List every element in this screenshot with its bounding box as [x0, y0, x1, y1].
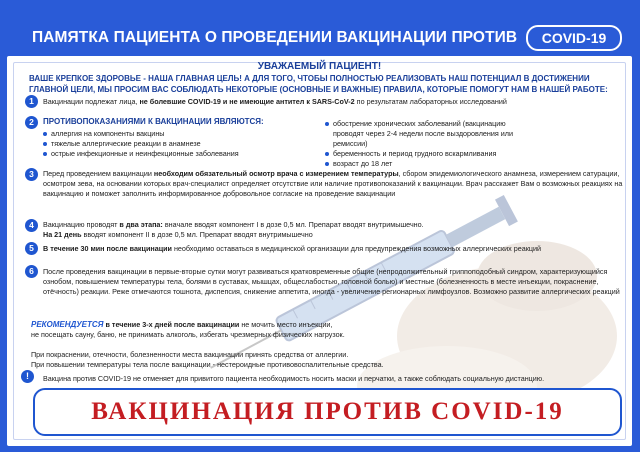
info-sheet	[7, 56, 632, 446]
list-item: обострение хронических заболеваний (вакцинацию проводят через 2-4 недели после выздоровления или ремиссии)	[325, 119, 525, 149]
item-3-part-a: Перед проведением вакцинации	[43, 169, 154, 178]
recommend-line-3: При покраснении, отечности, болезненности места вакцинации принять средства от аллергии.	[31, 350, 349, 359]
contraindications-heading: ПРОТИВОПОКАЗАНИЯМИ К ВАКЦИНАЦИИ ЯВЛЯЮТСЯ:	[43, 117, 264, 126]
item-3-part-c: , сбором эпидемиологического анамнеза, измерением сатурации, осмотром зева, на основании которых врач-специалист определяет отсутствие или наличие противопоказаний к вакцинации. Врач расскажет Вам о возможных реакциях на вакцинацию и поможет заполнить информированное добровольное согласие на проведение вакцинации	[43, 169, 623, 198]
item-6-text: После проведения вакцинации в первые-вторые сутки могут развиваться кратковременные общие (непродолжительный гриппоподобный синдром, характеризующийся ознобом, повышением температуры тела, болями в суставах, мышцах, общеслабостью, головной болью) и местные (болезненность в месте инъекции, покраснение, отёчность) реакции. Реже отмечаются тошнота, диспепсия, снижение аппетита, иногда - увеличение регионарных лимфоузлов. Возможно развитие аллергических реакций	[43, 267, 620, 296]
item-number-5: 5	[25, 242, 38, 255]
recommendations	[31, 320, 384, 370]
item-4-part-c: вначале вводят компонент I в дозе 0,5 мл. Препарат вводят внутримышечно.	[162, 220, 424, 229]
item-4-part-b: в два этапа:	[119, 220, 163, 229]
item-1-part-c: по результатам лабораторных исследований	[354, 97, 507, 106]
recommend-line-2: не посещать сауну, баню, не принимать алкоголь, избегать чрезмерных физических нагрузок.	[31, 330, 345, 339]
contraindications-right	[325, 119, 525, 169]
item-5-text	[43, 244, 623, 254]
item-1-part-b: не болевшие COVID-19 и не имеющие антител к SARS-CoV-2	[139, 97, 355, 106]
item-5-part-b: необходимо оставаться в медицинской организации для предупреждения возможных аллергических реакций	[171, 244, 542, 253]
list-item: тяжелые аллергические реакции в анамнезе	[43, 139, 303, 149]
mask-note: Вакцина против COVID-19 не отменяет для привитого пациента необходимость носить маски и перчатки, а также соблюдать социальную дистанцию.	[43, 374, 545, 383]
item-1-part-a: Вакцинации подлежат лица,	[43, 97, 140, 106]
recommend-rest: не мочить место инъекции,	[239, 320, 333, 329]
list-item: беременность и период грудного вскармливания	[325, 149, 525, 159]
page-title: ПАМЯТКА ПАЦИЕНТА О ПРОВЕДЕНИИ ВАКЦИНАЦИИ ПРОТИВ	[32, 29, 518, 46]
item-4-text	[43, 220, 623, 240]
item-4-part-a: Вакцинацию проводят	[43, 220, 120, 229]
footer-title: ВАКЦИНАЦИЯ ПРОТИВ COVID-19	[91, 398, 564, 425]
contraindications-left	[43, 129, 303, 159]
list-item: аллергия на компоненты вакцины	[43, 129, 303, 139]
item-number-2: 2	[25, 116, 38, 129]
item-1-text	[43, 97, 623, 107]
item-number-1: 1	[25, 95, 38, 108]
footer-banner	[33, 388, 622, 436]
recommend-lead: РЕКОМЕНДУЕТСЯ	[31, 320, 104, 329]
item-3-text	[43, 169, 623, 199]
intro-text: ВАШЕ КРЕПКОЕ ЗДОРОВЬЕ - НАША ГЛАВНАЯ ЦЕЛЬ! А ДЛЯ ТОГО, ЧТОБЫ ПОЛНОСТЬЮ РЕАЛИЗОВАТЬ НАШ ПОТЕНЦИАЛ В ДОСТИЖЕНИИ ГЛАВНОЙ ЦЕЛИ, МЫ ПРОСИМ ВАС СОБЛЮДАТЬ НЕКОТОРЫЕ (ОСНОВНЫЕ И ВАЖНЫЕ) ПРАВИЛА, КОТОРЫЕ ПОМОГУТ НАМ В НАШЕЙ РАБОТЕ:	[29, 74, 608, 94]
recommend-bold: в течение 3-х дней после вакцинации	[103, 320, 240, 329]
list-item: острые инфекционные и неинфекционные заболевания	[43, 149, 303, 159]
header	[0, 0, 640, 56]
item-5-part-a: В течение 30 мин после вакцинации	[43, 244, 172, 253]
greeting-heading: УВАЖАЕМЫЙ ПАЦИЕНТ!	[257, 61, 382, 72]
recommend-line-4: При повышении температуры тела после вакцинации - нестероидные противовоспалительные средства.	[31, 360, 384, 369]
exclamation-icon: !	[21, 370, 34, 383]
item-4-part-e: вводят компонент II в дозе 0,5 мл. Препарат вводят внутримышечно	[81, 230, 313, 239]
item-number-3: 3	[25, 168, 38, 181]
list-item: возраст до 18 лет	[325, 159, 525, 169]
item-4-part-d: На 21 день	[43, 230, 82, 239]
item-3-part-b: необходим обязательный осмотр врача с измерением температуры	[153, 169, 399, 178]
item-number-6: 6	[25, 265, 38, 278]
covid-badge: COVID-19	[526, 25, 622, 51]
item-number-4: 4	[25, 219, 38, 232]
